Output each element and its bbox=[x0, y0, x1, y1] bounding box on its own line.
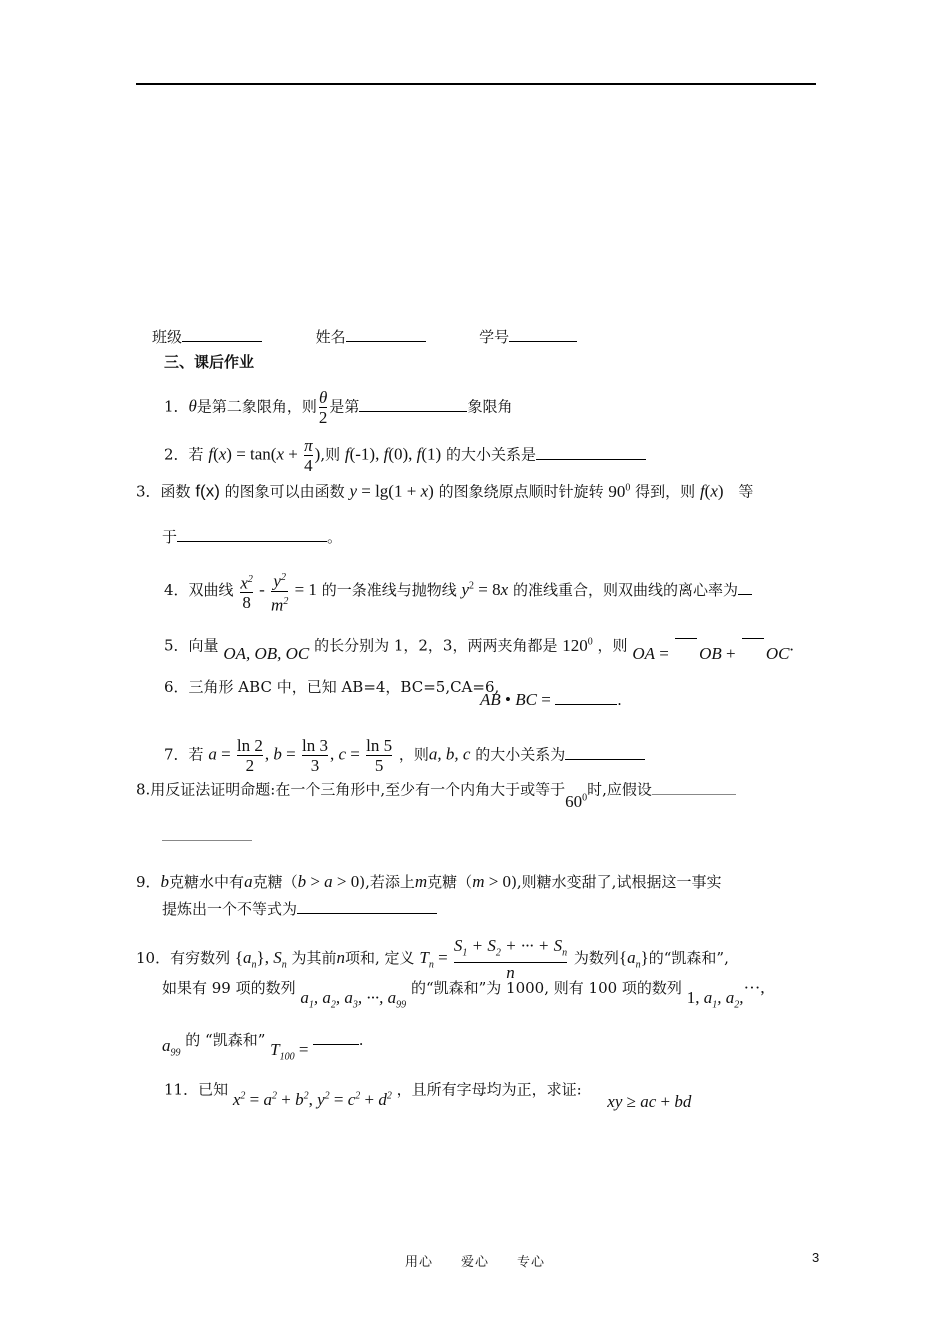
class-blank[interactable] bbox=[182, 327, 262, 342]
id-label: 学号 bbox=[479, 328, 510, 346]
question-8: 8.用反证法证明命题:在一个三角形中,至少有一个内角大于或等于$60^0$时,应假设 bbox=[136, 776, 736, 800]
q8-blank-2[interactable] bbox=[162, 826, 252, 841]
question-10-line2: 如果有 99 项的数列 $a_1$, $a_2$, $a_3$, ···, $a_{99}$ 的“凯森和”为 1000, 则有 100 项的数列 1, $a_1$, $a_2,\cdot\cdot\cdot$, bbox=[162, 978, 765, 1011]
q1-blank[interactable] bbox=[359, 397, 467, 412]
question-7: 7．若 a = $\frac{\ln 2}{2}$ , b = $\frac{\ln 3}{3}$ , c = $\frac{\ln 5}{5}$ ，则a, b, c 的大小关系为 bbox=[164, 736, 645, 775]
question-8-cont bbox=[162, 826, 252, 846]
header-rule bbox=[136, 83, 816, 85]
q8-blank[interactable] bbox=[652, 780, 736, 795]
q4-blank[interactable] bbox=[738, 580, 752, 595]
id-blank[interactable] bbox=[509, 327, 577, 342]
question-9-cont: 提炼出一个不等式为 bbox=[162, 899, 437, 919]
q6-blank[interactable] bbox=[555, 690, 617, 705]
question-5: 5．向量 OA, OB, OC 的长分别为 1，2，3，两两夹角都是 $120^0$ ，则 OA = OB + OC. bbox=[164, 635, 794, 663]
q10-blank[interactable] bbox=[313, 1030, 359, 1045]
question-11: 11．已知 $x^2 = a^2 + b^2$, $y^2 = c^2 + d^2$ ，且所有字母均为正，求证: xy ≥ ac + bd bbox=[164, 1080, 692, 1111]
page-footer: 用心 爱心 专心 bbox=[404, 1255, 545, 1270]
question-4: 4．双曲线 $\frac{x^2}{8}$ - $\frac{y^2}{m^2}$ = 1 的一条准线与抛物线 $y^2 = 8x$ 的准线重合，则双曲线的离心率为 bbox=[164, 568, 752, 614]
student-info-row bbox=[152, 327, 577, 347]
question-10-line3: $a_{99}$ 的 “凯森和” $T_{100}$ = . bbox=[162, 1031, 364, 1063]
section-title: 三、课后作业 bbox=[164, 353, 255, 371]
name-label: 姓名 bbox=[315, 328, 346, 346]
question-2: 2．若 f(x) = tan(x + $\frac{\pi}{4}$ ),则 f(-1), f(0), f(1) 的大小关系是 bbox=[164, 436, 646, 475]
q9-blank[interactable] bbox=[297, 899, 437, 914]
question-3-cont: 于 。 bbox=[162, 528, 343, 546]
question-6-expr: AB • BC = . bbox=[480, 690, 622, 709]
page-number: 3 bbox=[812, 1250, 820, 1265]
class-label: 班级 bbox=[152, 328, 183, 346]
question-6: 6．三角形 ABC 中，已知 AB=4，BC=5,CA=6, bbox=[164, 678, 500, 696]
question-3: 3．函数 f(x) 的图象可以由函数 y = lg(1 + x) 的图象绕原点顺时针旋转 $90^0$ 得到，则 f(x) 等 bbox=[136, 481, 754, 501]
q2-blank[interactable] bbox=[536, 445, 646, 460]
question-9: 9．b克糖水中有a克糖（b > a > 0),若添上m克糖（m > 0),则糖水变甜了,试根据这一事实 bbox=[136, 872, 722, 891]
q3-blank[interactable] bbox=[177, 527, 327, 542]
question-10: 10．有穷数列 $\{a_n\}$, $S_n$ 为其前n项和, 定义 $T_n$ = $\frac{S_1 + S_2 + \cdot\cdot\cdot + S_n}{n}$ 为数列$\{a_n\}$的“凯森和”, bbox=[136, 936, 729, 983]
name-blank[interactable] bbox=[346, 327, 426, 342]
q7-blank[interactable] bbox=[565, 745, 645, 760]
question-1: 1．θ是第二象限角，则 $\frac{\theta}{2}$ 是第 象限角 bbox=[164, 388, 513, 427]
